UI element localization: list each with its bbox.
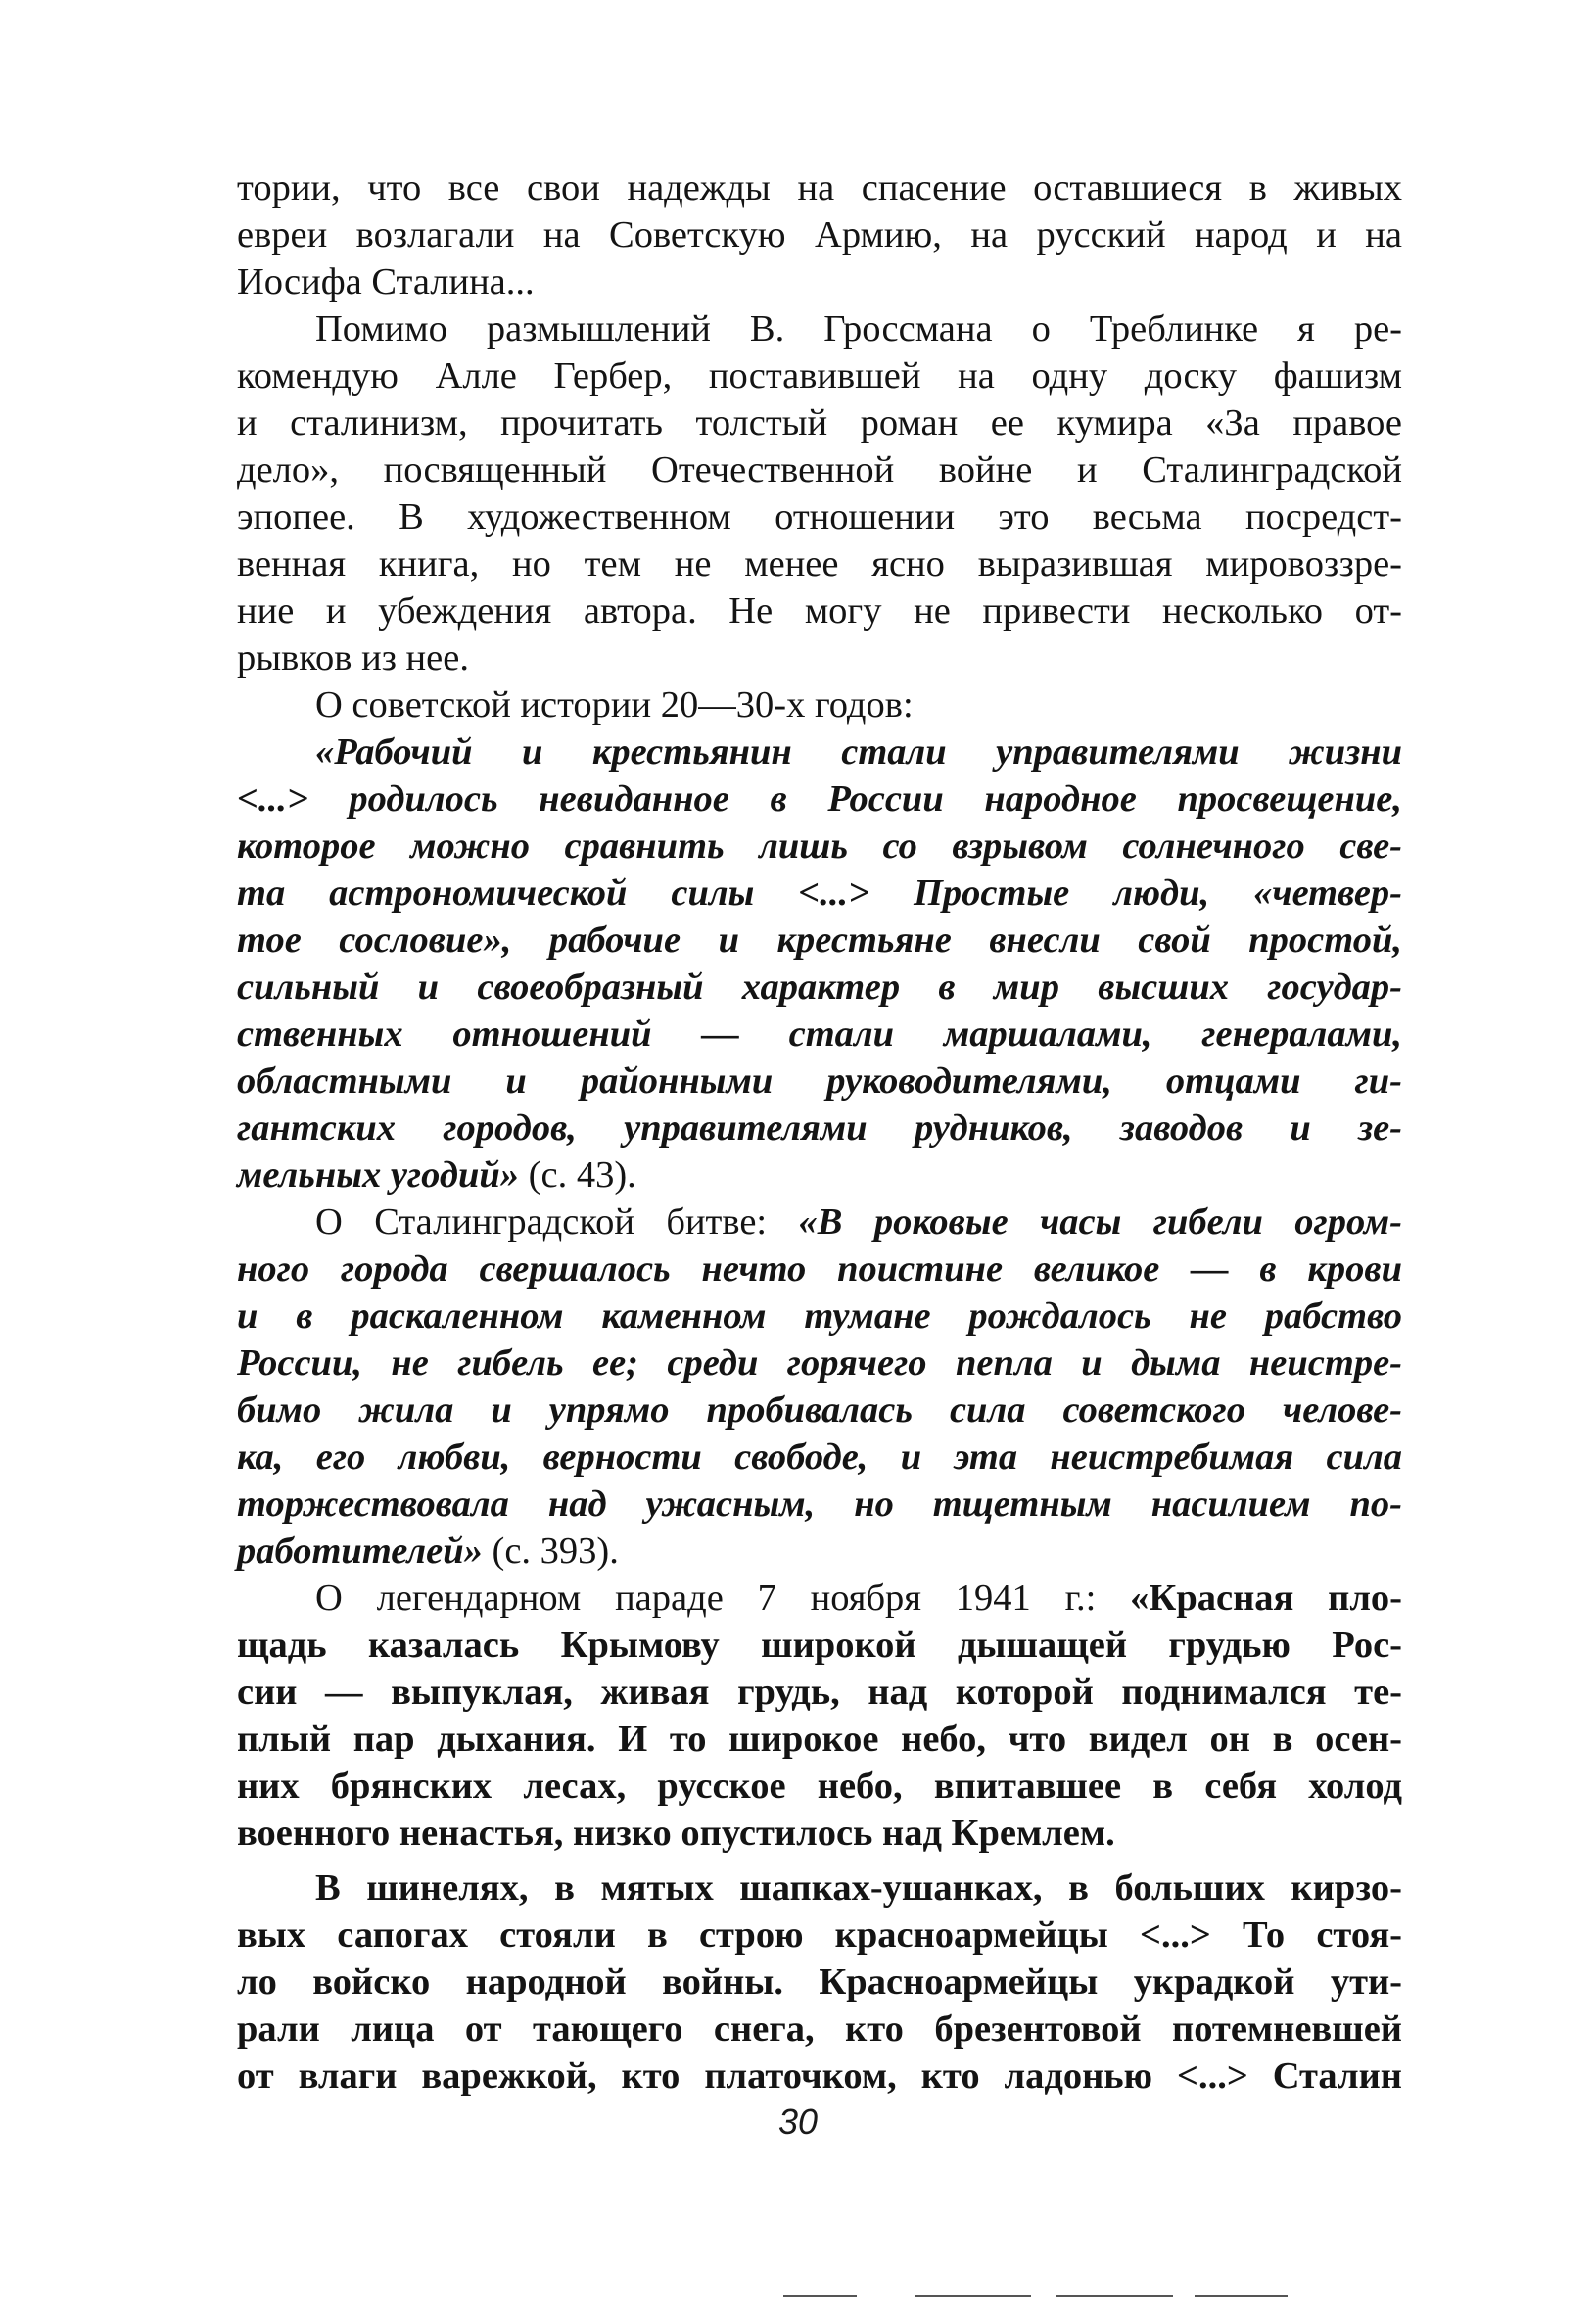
quote-line: России, не гибель ее; среди горячего пепла и дыма неистре- bbox=[237, 1343, 1402, 1384]
bold-quote-line: вых сапогах стояли в строю красноармейцы <...> То стоя- bbox=[237, 1914, 1402, 1956]
footer-rule bbox=[1195, 2295, 1288, 2297]
text-line: Иосифа Сталина... bbox=[237, 261, 535, 303]
mixed-line bbox=[237, 1575, 1402, 1622]
quote-text: мельных угодий» bbox=[237, 1155, 520, 1196]
page-number: 30 bbox=[777, 2101, 819, 2142]
citation: (с. 43). bbox=[519, 1155, 636, 1196]
page-body bbox=[237, 165, 1402, 2100]
quote-line: <...> родилось невиданное в России народное просвещение, bbox=[237, 779, 1402, 820]
quote-line: и в раскаленном каменном тумане рождалось не рабство bbox=[237, 1296, 1402, 1337]
bold-quote-line: них брянских лесах, русское небо, впитавшее в себя холод bbox=[237, 1766, 1402, 1807]
text-line: тории, что все свои надежды на спасение оставшиеся в живых bbox=[237, 167, 1402, 209]
footer-rule bbox=[915, 2295, 1031, 2297]
text-line: венная книга, но тем не менее ясно выразившая мировоззре- bbox=[237, 543, 1402, 585]
footer-rule bbox=[783, 2295, 857, 2297]
bold-quote-line: щадь казалась Крымову широкой дышащей грудью Рос- bbox=[237, 1625, 1402, 1666]
bold-quote-line: плый пар дыхания. И то широкое небо, что видел он в осен- bbox=[237, 1719, 1402, 1760]
quote-line: гантских городов, управителями рудников, заводов и зе- bbox=[237, 1108, 1402, 1149]
lead-text: О Сталинградской битве: bbox=[315, 1202, 799, 1243]
quote-end-line bbox=[237, 1528, 1402, 1575]
quote-line: сильный и своеобразный характер в мир высших государ- bbox=[237, 967, 1402, 1008]
bold-quote-line: В шинелях, в мятых шапках-ушанках, в больших кирзо- bbox=[315, 1867, 1402, 1909]
text-line: комендую Алле Гербер, поставившей на одну доску фашизм bbox=[237, 355, 1402, 397]
quote-line: ка, его любви, верности свободе, и эта неистребимая сила bbox=[237, 1437, 1402, 1478]
text-line: и сталинизм, прочитать толстый роман ее кумира «За правое bbox=[237, 402, 1402, 444]
bold-quote-line: рали лица от тающего снега, кто брезентовой потемневшей bbox=[237, 2008, 1402, 2050]
text-line: дело», посвященный Отечественной войне и Сталинградской bbox=[237, 449, 1402, 491]
text-line: ние и убеждения автора. Не могу не привести несколько от- bbox=[237, 590, 1402, 632]
quote-line: та астрономической силы <...> Простые люди, «четвер- bbox=[237, 873, 1402, 914]
footer-rules bbox=[783, 2295, 1292, 2297]
text-line: О советской истории 20—30-х годов: bbox=[315, 684, 914, 726]
mixed-line bbox=[237, 1199, 1402, 1246]
quote-line: торжествовала над ужасным, но тщетным насилием по- bbox=[237, 1484, 1402, 1525]
text-line: евреи возлагали на Советскую Армию, на русский народ и на bbox=[237, 214, 1402, 256]
bold-quote-line: ло войско народной войны. Красноармейцы украдкой ути- bbox=[237, 1961, 1402, 2003]
text-line: Помимо размышлений В. Гроссмана о Треблинке я ре- bbox=[315, 308, 1402, 350]
text-line: рывков из нее. bbox=[237, 637, 469, 679]
text-line: эпопее. В художественном отношении это весьма посредст- bbox=[237, 496, 1402, 538]
bold-quote-line: военного ненастья, низко опустилось над Кремлем. bbox=[237, 1813, 1115, 1854]
citation: (с. 393). bbox=[482, 1531, 619, 1572]
quote-line: тое сословие», рабочие и крестьяне внесли свой простой, bbox=[237, 920, 1402, 961]
lead-text: О легендарном параде 7 ноября 1941 г.: bbox=[315, 1578, 1131, 1619]
quote-line: которое можно сравнить лишь со взрывом солнечного све- bbox=[237, 826, 1402, 867]
quote-line: ного города свершалось нечто поистине великое — в крови bbox=[237, 1249, 1402, 1290]
quote-line: ственных отношений — стали маршалами, генералами, bbox=[237, 1014, 1402, 1055]
footer-rule bbox=[1056, 2295, 1173, 2297]
quote-line: «Рабочий и крестьянин стали управителями жизни bbox=[315, 732, 1402, 773]
quote-text: работителей» bbox=[237, 1531, 483, 1572]
quote-text: «В роковые часы гибели огром- bbox=[798, 1202, 1402, 1243]
quote-line: бимо жила и упрямо пробивалась сила советского челове- bbox=[237, 1390, 1402, 1431]
quote-line: областными и районными руководителями, отцами ги- bbox=[237, 1061, 1402, 1102]
quote-end-line bbox=[237, 1152, 1402, 1199]
bold-quote-line: сии — выпуклая, живая грудь, над которой поднимался те- bbox=[237, 1672, 1402, 1713]
bold-quote-text: «Красная пло- bbox=[1130, 1578, 1402, 1619]
bold-quote-line: от влаги варежкой, кто платочком, кто ладонью <...> Сталин bbox=[237, 2055, 1402, 2097]
